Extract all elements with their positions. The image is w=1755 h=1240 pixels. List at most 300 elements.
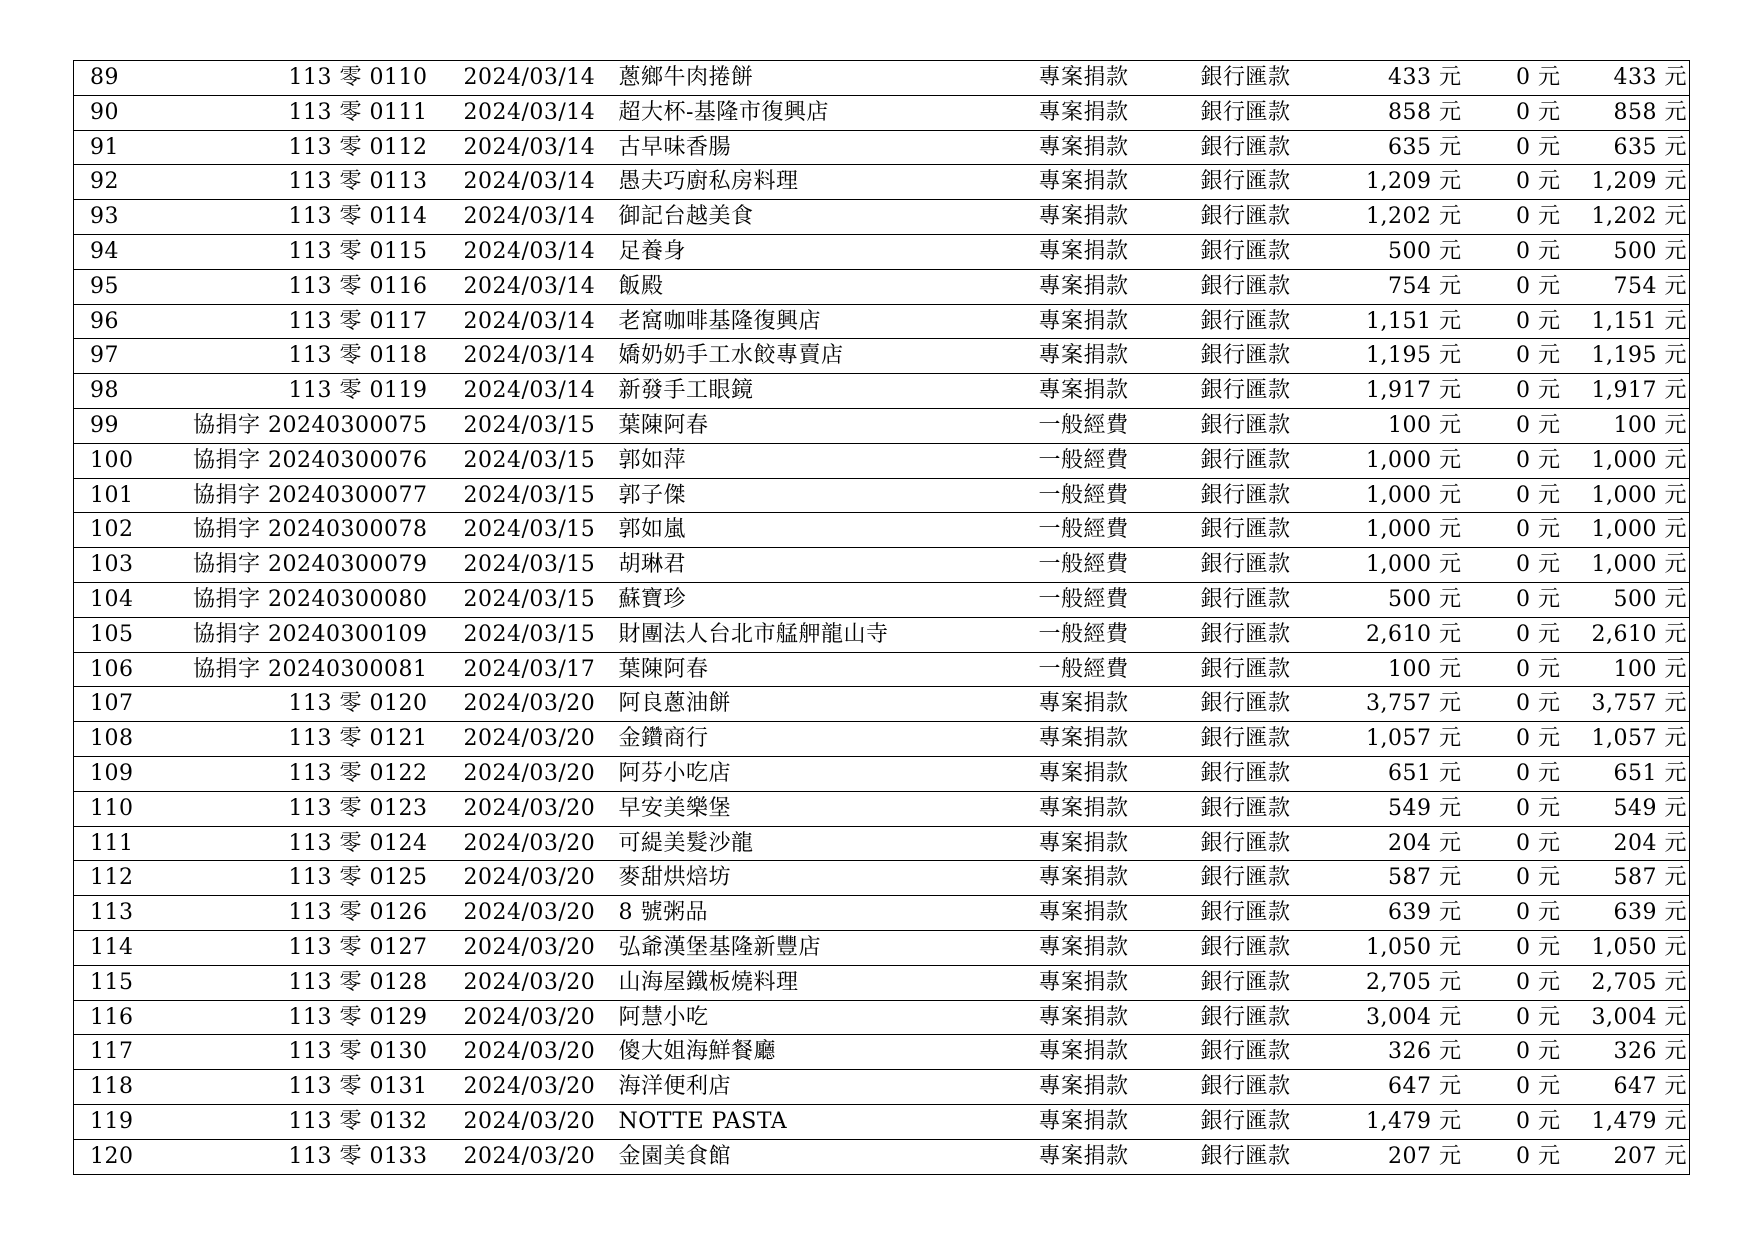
- net-amount: 754 元: [1573, 269, 1690, 304]
- donation-type: 專案捐款: [1021, 1104, 1189, 1139]
- receipt-number: 113 零 0131: [134, 1070, 446, 1105]
- donation-amount: 647 元: [1337, 1070, 1470, 1105]
- donation-date: 2024/03/15: [446, 408, 601, 443]
- fee-amount: 0 元: [1470, 722, 1573, 757]
- donor-name: 山海屋鐵板燒料理: [601, 965, 1021, 1000]
- donor-name: 葉陳阿春: [601, 408, 1021, 443]
- payment-method: 銀行匯款: [1189, 1035, 1337, 1070]
- fee-amount: 0 元: [1470, 478, 1573, 513]
- donation-date: 2024/03/20: [446, 791, 601, 826]
- row-number: 97: [74, 339, 134, 374]
- payment-method: 銀行匯款: [1189, 1000, 1337, 1035]
- net-amount: 549 元: [1573, 791, 1690, 826]
- receipt-number: 113 零 0124: [134, 826, 446, 861]
- fee-amount: 0 元: [1470, 896, 1573, 931]
- donation-amount: 3,004 元: [1337, 1000, 1470, 1035]
- fee-amount: 0 元: [1470, 61, 1573, 96]
- donation-type: 專案捐款: [1021, 234, 1189, 269]
- donor-name: 葉陳阿春: [601, 652, 1021, 687]
- payment-method: 銀行匯款: [1189, 722, 1337, 757]
- donation-amount: 2,705 元: [1337, 965, 1470, 1000]
- net-amount: 3,004 元: [1573, 1000, 1690, 1035]
- donation-amount: 587 元: [1337, 861, 1470, 896]
- table-row: [74, 1035, 1690, 1070]
- receipt-number: 113 零 0125: [134, 861, 446, 896]
- receipt-number: 協捐字 20240300079: [134, 548, 446, 583]
- row-number: 105: [74, 617, 134, 652]
- net-amount: 100 元: [1573, 408, 1690, 443]
- receipt-number: 113 零 0118: [134, 339, 446, 374]
- receipt-number: 113 零 0116: [134, 269, 446, 304]
- donation-type: 專案捐款: [1021, 61, 1189, 96]
- net-amount: 651 元: [1573, 756, 1690, 791]
- donation-amount: 1,917 元: [1337, 374, 1470, 409]
- donation-amount: 1,000 元: [1337, 513, 1470, 548]
- row-number: 114: [74, 930, 134, 965]
- table-row: [74, 513, 1690, 548]
- table-row: [74, 582, 1690, 617]
- donation-amount: 549 元: [1337, 791, 1470, 826]
- donation-date: 2024/03/14: [446, 165, 601, 200]
- donor-name: 蔥鄉牛肉捲餅: [601, 61, 1021, 96]
- donation-amount: 1,050 元: [1337, 930, 1470, 965]
- row-number: 109: [74, 756, 134, 791]
- donation-date: 2024/03/14: [446, 234, 601, 269]
- receipt-number: 協捐字 20240300076: [134, 443, 446, 478]
- payment-method: 銀行匯款: [1189, 339, 1337, 374]
- table-row: [74, 1000, 1690, 1035]
- table-row: [74, 339, 1690, 374]
- payment-method: 銀行匯款: [1189, 443, 1337, 478]
- receipt-number: 113 零 0133: [288, 1143, 428, 1169]
- table-row: [74, 826, 1690, 861]
- fee-amount: 0 元: [1470, 269, 1573, 304]
- net-amount: 500 元: [1573, 234, 1690, 269]
- payment-method: 銀行匯款: [1189, 165, 1337, 200]
- payment-method: 銀行匯款: [1189, 234, 1337, 269]
- table-row: [74, 200, 1690, 235]
- donation-type: 一般經費: [1021, 582, 1189, 617]
- table-row: [74, 861, 1690, 896]
- net-amount: 1,151 元: [1573, 304, 1690, 339]
- fee-amount: 0 元: [1470, 165, 1573, 200]
- row-number: 96: [74, 304, 134, 339]
- receipt-number: 113 零 0112: [134, 130, 446, 165]
- net-amount: 500 元: [1573, 582, 1690, 617]
- net-amount: 2,610 元: [1573, 617, 1690, 652]
- donation-amount: 1,000 元: [1337, 548, 1470, 583]
- payment-method: 銀行匯款: [1189, 548, 1337, 583]
- donation-amount: 207 元: [1388, 1143, 1462, 1169]
- donor-name: 8 號粥品: [601, 896, 1021, 931]
- fee-amount: 0 元: [1470, 304, 1573, 339]
- net-amount: 858 元: [1573, 95, 1690, 130]
- donation-type: 專案捐款: [1021, 826, 1189, 861]
- row-number: 106: [74, 652, 134, 687]
- row-number: 117: [74, 1035, 134, 1070]
- donation-type: 專案捐款: [1021, 756, 1189, 791]
- row-number: 93: [74, 200, 134, 235]
- row-number: 104: [74, 582, 134, 617]
- donation-type: 專案捐款: [1021, 1000, 1189, 1035]
- donation-amount: 100 元: [1337, 652, 1470, 687]
- net-amount: 1,202 元: [1573, 200, 1690, 235]
- donation-amount: 500 元: [1337, 582, 1470, 617]
- fee-amount: 0 元: [1470, 687, 1573, 722]
- row-number: 119: [74, 1104, 134, 1139]
- donor-name: 財團法人台北市艋舺龍山寺: [601, 617, 1021, 652]
- fee-amount: 0 元: [1470, 930, 1573, 965]
- net-amount: 207 元: [1613, 1143, 1687, 1169]
- fee-amount: 0 元: [1470, 234, 1573, 269]
- donor-name: 蘇寶珍: [601, 582, 1021, 617]
- table-row: [74, 234, 1690, 269]
- donation-date: 2024/03/20: [446, 965, 601, 1000]
- donor-name: 古早味香腸: [601, 130, 1021, 165]
- table-row: [74, 269, 1690, 304]
- receipt-number: 113 零 0130: [134, 1035, 446, 1070]
- donor-name: 胡琳君: [601, 548, 1021, 583]
- payment-method: 銀行匯款: [1189, 304, 1337, 339]
- donation-amount: 1,209 元: [1337, 165, 1470, 200]
- net-amount: 1,917 元: [1573, 374, 1690, 409]
- fee-amount: 0 元: [1470, 95, 1573, 130]
- row-number: 90: [74, 95, 134, 130]
- payment-method: 銀行匯款: [1189, 791, 1337, 826]
- payment-method: 銀行匯款: [1189, 95, 1337, 130]
- donation-type: 專案捐款: [1021, 930, 1189, 965]
- table-row: [74, 687, 1690, 722]
- donation-amount: 1,202 元: [1337, 200, 1470, 235]
- fee-amount: 0 元: [1470, 339, 1573, 374]
- donor-name: 海洋便利店: [601, 1070, 1021, 1105]
- donation-type: 專案捐款: [1021, 269, 1189, 304]
- row-number: 108: [74, 722, 134, 757]
- table-row: [74, 478, 1690, 513]
- donation-type: 專案捐款: [1021, 130, 1189, 165]
- donation-date: 2024/03/20: [446, 1070, 601, 1105]
- row-number: 98: [74, 374, 134, 409]
- receipt-number: 協捐字 20240300075: [134, 408, 446, 443]
- donation-type: 專案捐款: [1021, 791, 1189, 826]
- table-row: [74, 130, 1690, 165]
- receipt-number: 協捐字 20240300081: [134, 652, 446, 687]
- fee-amount: 0 元: [1470, 652, 1573, 687]
- donation-amount: 500 元: [1337, 234, 1470, 269]
- donation-date: 2024/03/15: [446, 443, 601, 478]
- donation-amount: 1,195 元: [1337, 339, 1470, 374]
- receipt-number: 協捐字 20240300080: [134, 582, 446, 617]
- donation-date: 2024/03/20: [446, 930, 601, 965]
- donation-date: 2024/03/15: [446, 548, 601, 583]
- payment-method: 銀行匯款: [1189, 269, 1337, 304]
- donation-date: 2024/03/14: [446, 200, 601, 235]
- donation-date: 2024/03/14: [446, 95, 601, 130]
- donor-name: 早安美樂堡: [601, 791, 1021, 826]
- table-row: [74, 965, 1690, 1000]
- donor-name: 阿芬小吃店: [601, 756, 1021, 791]
- table-row: [74, 304, 1690, 339]
- donation-type: 專案捐款: [1021, 339, 1189, 374]
- net-amount: 3,757 元: [1573, 687, 1690, 722]
- net-amount: 1,479 元: [1573, 1104, 1690, 1139]
- donation-date: 2024/03/15: [446, 617, 601, 652]
- donation-type: 一般經費: [1021, 443, 1189, 478]
- donation-date: 2024/03/15: [446, 582, 601, 617]
- payment-method: 銀行匯款: [1189, 756, 1337, 791]
- row-number: 91: [74, 130, 134, 165]
- receipt-number: 協捐字 20240300078: [134, 513, 446, 548]
- donation-date: 2024/03/14: [446, 61, 601, 96]
- fee-amount: 0 元: [1470, 1000, 1573, 1035]
- donation-date: 2024/03/20: [463, 1143, 596, 1169]
- donation-type: 專案捐款: [1021, 95, 1189, 130]
- donation-type: 一般經費: [1021, 652, 1189, 687]
- net-amount: 100 元: [1573, 652, 1690, 687]
- payment-method: 銀行匯款: [1189, 652, 1337, 687]
- row-number: 110: [74, 791, 134, 826]
- net-amount: 1,209 元: [1573, 165, 1690, 200]
- row-number: 107: [74, 687, 134, 722]
- receipt-number: 113 零 0132: [134, 1104, 446, 1139]
- donation-amount: 651 元: [1337, 756, 1470, 791]
- row-number: 112: [74, 861, 134, 896]
- receipt-number: 協捐字 20240300077: [134, 478, 446, 513]
- row-number: 100: [74, 443, 134, 478]
- payment-method: 銀行匯款: [1189, 200, 1337, 235]
- payment-method: 銀行匯款: [1189, 617, 1337, 652]
- receipt-number: 113 零 0114: [134, 200, 446, 235]
- donation-type: 一般經費: [1021, 513, 1189, 548]
- donation-date: 2024/03/14: [446, 374, 601, 409]
- donation-amount: 1,000 元: [1337, 443, 1470, 478]
- payment-method: 銀行匯款: [1189, 1104, 1337, 1139]
- payment-method: 銀行匯款: [1189, 374, 1337, 409]
- donation-ledger-table: [73, 60, 1690, 1175]
- fee-amount: 0 元: [1470, 791, 1573, 826]
- row-number: 115: [74, 965, 134, 1000]
- fee-amount: 0 元: [1470, 443, 1573, 478]
- receipt-number: 113 零 0129: [134, 1000, 446, 1035]
- row-number: 89: [74, 61, 134, 96]
- fee-amount: 0 元: [1470, 408, 1573, 443]
- ledger-body: [74, 61, 1690, 1175]
- table-row: [74, 791, 1690, 826]
- fee-amount: 0 元: [1470, 548, 1573, 583]
- donor-name: 新發手工眼鏡: [601, 374, 1021, 409]
- table-row: [74, 1139, 1690, 1174]
- payment-method: 銀行匯款: [1189, 61, 1337, 96]
- table-row: [74, 443, 1690, 478]
- donation-type: 一般經費: [1021, 478, 1189, 513]
- net-amount: 433 元: [1573, 61, 1690, 96]
- row-number: 99: [74, 408, 134, 443]
- fee-amount: 0 元: [1470, 826, 1573, 861]
- table-row: [74, 374, 1690, 409]
- donation-type: 專案捐款: [1021, 1035, 1189, 1070]
- table-row: [74, 896, 1690, 931]
- donor-name: 金園美食館: [618, 1143, 732, 1169]
- row-number: 101: [74, 478, 134, 513]
- donor-name: 足養身: [601, 234, 1021, 269]
- donation-amount: 754 元: [1337, 269, 1470, 304]
- receipt-number: 113 零 0122: [134, 756, 446, 791]
- net-amount: 326 元: [1573, 1035, 1690, 1070]
- receipt-number: 113 零 0119: [134, 374, 446, 409]
- payment-method: 銀行匯款: [1189, 408, 1337, 443]
- donation-date: 2024/03/20: [446, 1104, 601, 1139]
- fee-amount: 0 元: [1470, 617, 1573, 652]
- donor-name: 愚夫巧廚私房料理: [601, 165, 1021, 200]
- donor-name: 傻大姐海鮮餐廳: [601, 1035, 1021, 1070]
- donation-amount: 326 元: [1337, 1035, 1470, 1070]
- donation-date: 2024/03/20: [446, 1035, 601, 1070]
- donor-name: 阿良蔥油餅: [601, 687, 1021, 722]
- donor-name: 麥甜烘焙坊: [601, 861, 1021, 896]
- row-number: 95: [74, 269, 134, 304]
- fee-amount: 0 元: [1470, 1035, 1573, 1070]
- net-amount: 1,000 元: [1573, 478, 1690, 513]
- donation-date: 2024/03/20: [446, 756, 601, 791]
- receipt-number: 113 零 0115: [134, 234, 446, 269]
- donation-date: 2024/03/14: [446, 269, 601, 304]
- donor-name: 郭如嵐: [601, 513, 1021, 548]
- donation-date: 2024/03/17: [446, 652, 601, 687]
- receipt-number: 113 零 0117: [134, 304, 446, 339]
- net-amount: 1,000 元: [1573, 443, 1690, 478]
- fee-amount: 0 元: [1470, 1104, 1573, 1139]
- donation-type: 一般經費: [1021, 617, 1189, 652]
- donor-name: 可緹美髮沙龍: [601, 826, 1021, 861]
- payment-method: 銀行匯款: [1189, 861, 1337, 896]
- payment-method: 銀行匯款: [1189, 896, 1337, 931]
- donation-amount: 433 元: [1337, 61, 1470, 96]
- net-amount: 204 元: [1573, 826, 1690, 861]
- donor-name: 郭子傑: [601, 478, 1021, 513]
- receipt-number: 113 零 0121: [134, 722, 446, 757]
- donation-amount: 3,757 元: [1337, 687, 1470, 722]
- payment-method: 銀行匯款: [1189, 582, 1337, 617]
- donor-name: NOTTE PASTA: [601, 1104, 1021, 1139]
- receipt-number: 113 零 0128: [134, 965, 446, 1000]
- table-row: [74, 408, 1690, 443]
- donor-name: 飯殿: [601, 269, 1021, 304]
- payment-method: 銀行匯款: [1189, 1070, 1337, 1105]
- table-row: [74, 548, 1690, 583]
- donation-date: 2024/03/14: [446, 339, 601, 374]
- table-row: [74, 756, 1690, 791]
- net-amount: 1,000 元: [1573, 513, 1690, 548]
- table-row: [74, 722, 1690, 757]
- net-amount: 587 元: [1573, 861, 1690, 896]
- net-amount: 1,057 元: [1573, 722, 1690, 757]
- fee-amount: 0 元: [1470, 513, 1573, 548]
- row-number: 102: [74, 513, 134, 548]
- donation-type: 專案捐款: [1021, 896, 1189, 931]
- donor-name: 嬌奶奶手工水餃專賣店: [601, 339, 1021, 374]
- fee-amount: 0 元: [1516, 1143, 1561, 1169]
- net-amount: 2,705 元: [1573, 965, 1690, 1000]
- receipt-number: 113 零 0120: [134, 687, 446, 722]
- donation-date: 2024/03/15: [446, 513, 601, 548]
- donation-type: 一般經費: [1021, 408, 1189, 443]
- donation-amount: 1,057 元: [1337, 722, 1470, 757]
- donation-date: 2024/03/14: [446, 130, 601, 165]
- row-number: 92: [74, 165, 134, 200]
- table-row: [74, 165, 1690, 200]
- donor-name: 阿慧小吃: [601, 1000, 1021, 1035]
- donation-type: 專案捐款: [1021, 374, 1189, 409]
- donation-amount: 1,151 元: [1337, 304, 1470, 339]
- receipt-number: 113 零 0127: [134, 930, 446, 965]
- payment-method: 銀行匯款: [1189, 965, 1337, 1000]
- donation-date: 2024/03/20: [446, 1000, 601, 1035]
- fee-amount: 0 元: [1470, 582, 1573, 617]
- fee-amount: 0 元: [1470, 861, 1573, 896]
- row-number: 103: [74, 548, 134, 583]
- receipt-number: 113 零 0126: [134, 896, 446, 931]
- donation-type: 專案捐款: [1021, 1070, 1189, 1105]
- donation-date: 2024/03/20: [446, 861, 601, 896]
- table-row: [74, 930, 1690, 965]
- donation-type: 專案捐款: [1021, 687, 1189, 722]
- donation-amount: 2,610 元: [1337, 617, 1470, 652]
- receipt-number: 協捐字 20240300109: [134, 617, 446, 652]
- net-amount: 647 元: [1573, 1070, 1690, 1105]
- net-amount: 639 元: [1573, 896, 1690, 931]
- donation-date: 2024/03/14: [446, 304, 601, 339]
- donor-name: 御記台越美食: [601, 200, 1021, 235]
- row-number: 94: [74, 234, 134, 269]
- donation-amount: 1,000 元: [1337, 478, 1470, 513]
- table-row: [74, 61, 1690, 96]
- payment-method: 銀行匯款: [1189, 478, 1337, 513]
- net-amount: 635 元: [1573, 130, 1690, 165]
- payment-method: 銀行匯款: [1189, 687, 1337, 722]
- donation-date: 2024/03/20: [446, 826, 601, 861]
- donation-type: 專案捐款: [1021, 200, 1189, 235]
- donation-date: 2024/03/15: [446, 478, 601, 513]
- donation-amount: 100 元: [1337, 408, 1470, 443]
- donation-amount: 1,479 元: [1337, 1104, 1470, 1139]
- donation-type: 專案捐款: [1021, 965, 1189, 1000]
- receipt-number: 113 零 0113: [134, 165, 446, 200]
- payment-method: 銀行匯款: [1189, 130, 1337, 165]
- donor-name: 弘爺漢堡基隆新豐店: [601, 930, 1021, 965]
- donor-name: 超大杯-基隆市復興店: [601, 95, 1021, 130]
- row-number: 113: [74, 896, 134, 931]
- table-row: [74, 1070, 1690, 1105]
- receipt-number: 113 零 0110: [134, 61, 446, 96]
- payment-method: 銀行匯款: [1189, 930, 1337, 965]
- fee-amount: 0 元: [1470, 200, 1573, 235]
- row-number: 116: [74, 1000, 134, 1035]
- fee-amount: 0 元: [1470, 130, 1573, 165]
- receipt-number: 113 零 0111: [134, 95, 446, 130]
- table-row: [74, 652, 1690, 687]
- fee-amount: 0 元: [1470, 756, 1573, 791]
- net-amount: 1,050 元: [1573, 930, 1690, 965]
- donation-type: 專案捐款: [1038, 1143, 1129, 1169]
- donation-amount: 639 元: [1337, 896, 1470, 931]
- donation-amount: 858 元: [1337, 95, 1470, 130]
- donation-date: 2024/03/20: [446, 896, 601, 931]
- donation-amount: 635 元: [1337, 130, 1470, 165]
- payment-method: 銀行匯款: [1189, 513, 1337, 548]
- donation-type: 專案捐款: [1021, 722, 1189, 757]
- fee-amount: 0 元: [1470, 374, 1573, 409]
- receipt-number: 113 零 0123: [134, 791, 446, 826]
